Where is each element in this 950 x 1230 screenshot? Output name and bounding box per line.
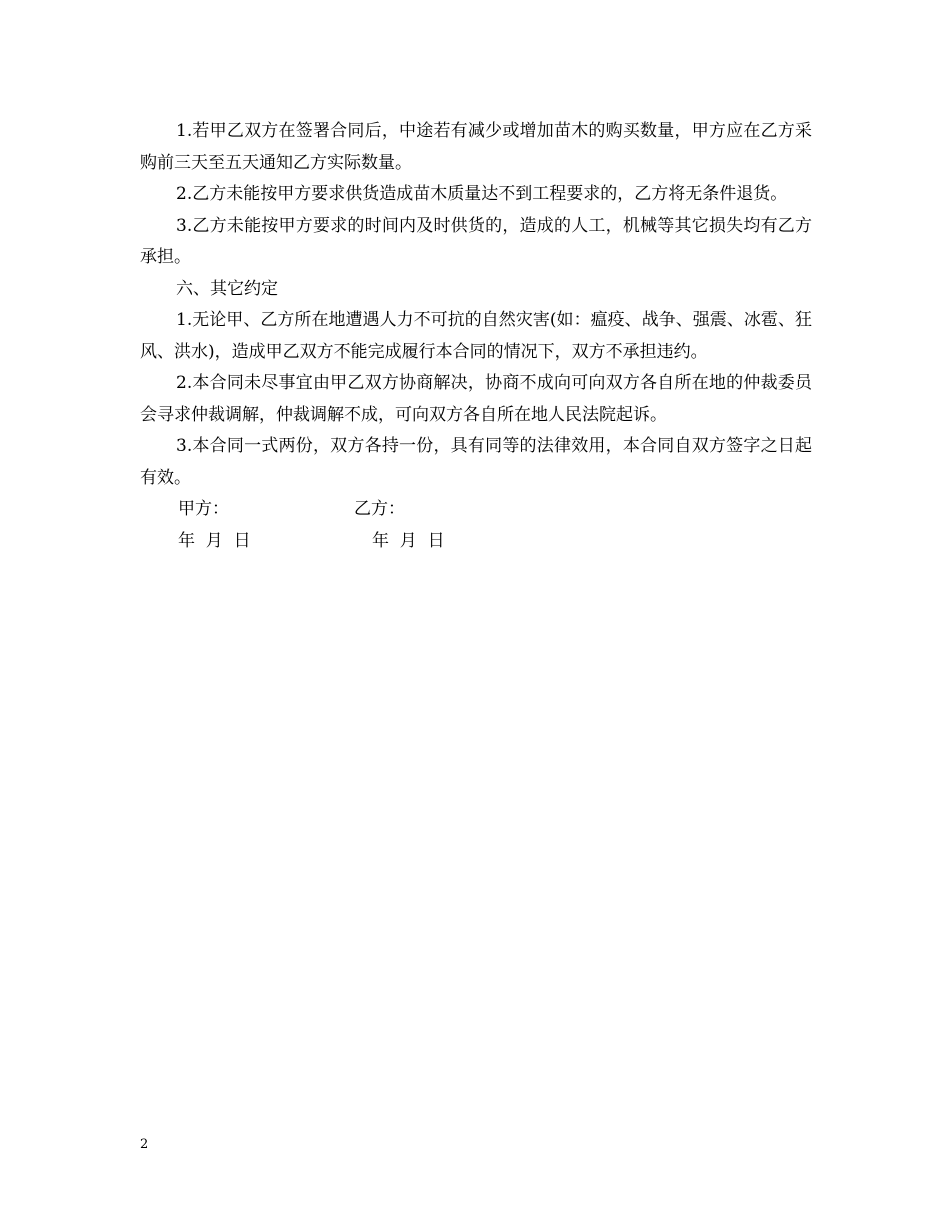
party-b-label: 乙方： bbox=[354, 499, 405, 519]
page-number: 2 bbox=[140, 1137, 149, 1152]
clause-paragraph: 2.本合同未尽事宜由甲乙双方协商解决，协商不成向可向双方各自所在地的仲裁委员会寻求仲裁调解，仲裁调解不成，可向双方各自所在地人民法院起诉。 bbox=[140, 373, 812, 425]
party-b-date: 年 月 日 bbox=[372, 530, 445, 551]
section-heading: 六、其它约定 bbox=[176, 278, 278, 299]
party-a-date: 年 月 日 bbox=[178, 530, 251, 551]
clause-paragraph: 1.若甲乙双方在签署合同后，中途若有减少或增加苗木的购买数量，甲方应在乙方采购前三天至五天通知乙方实际数量。 bbox=[140, 121, 812, 173]
document-body bbox=[140, 116, 812, 557]
signature-row bbox=[140, 494, 812, 526]
party-a-label: 甲方： bbox=[178, 499, 229, 519]
clause-paragraph: 3.本合同一式两份，双方各持一份，具有同等的法律效用，本合同自双方签字之日起有效。 bbox=[140, 436, 812, 488]
clause-paragraph: 3.乙方未能按甲方要求的时间内及时供货的，造成的人工，机械等其它损失均有乙方承担。 bbox=[140, 215, 812, 267]
date-row bbox=[140, 526, 812, 558]
clause-paragraph: 1.无论甲、乙方所在地遭遇人力不可抗的自然灾害(如：瘟疫、战争、强震、冰雹、狂风、洪水)，造成甲乙双方不能完成履行本合同的情况下，双方不承担违约。 bbox=[140, 310, 812, 362]
clause-paragraph: 2.乙方未能按甲方要求供货造成苗木质量达不到工程要求的，乙方将无条件退货。 bbox=[176, 184, 788, 204]
